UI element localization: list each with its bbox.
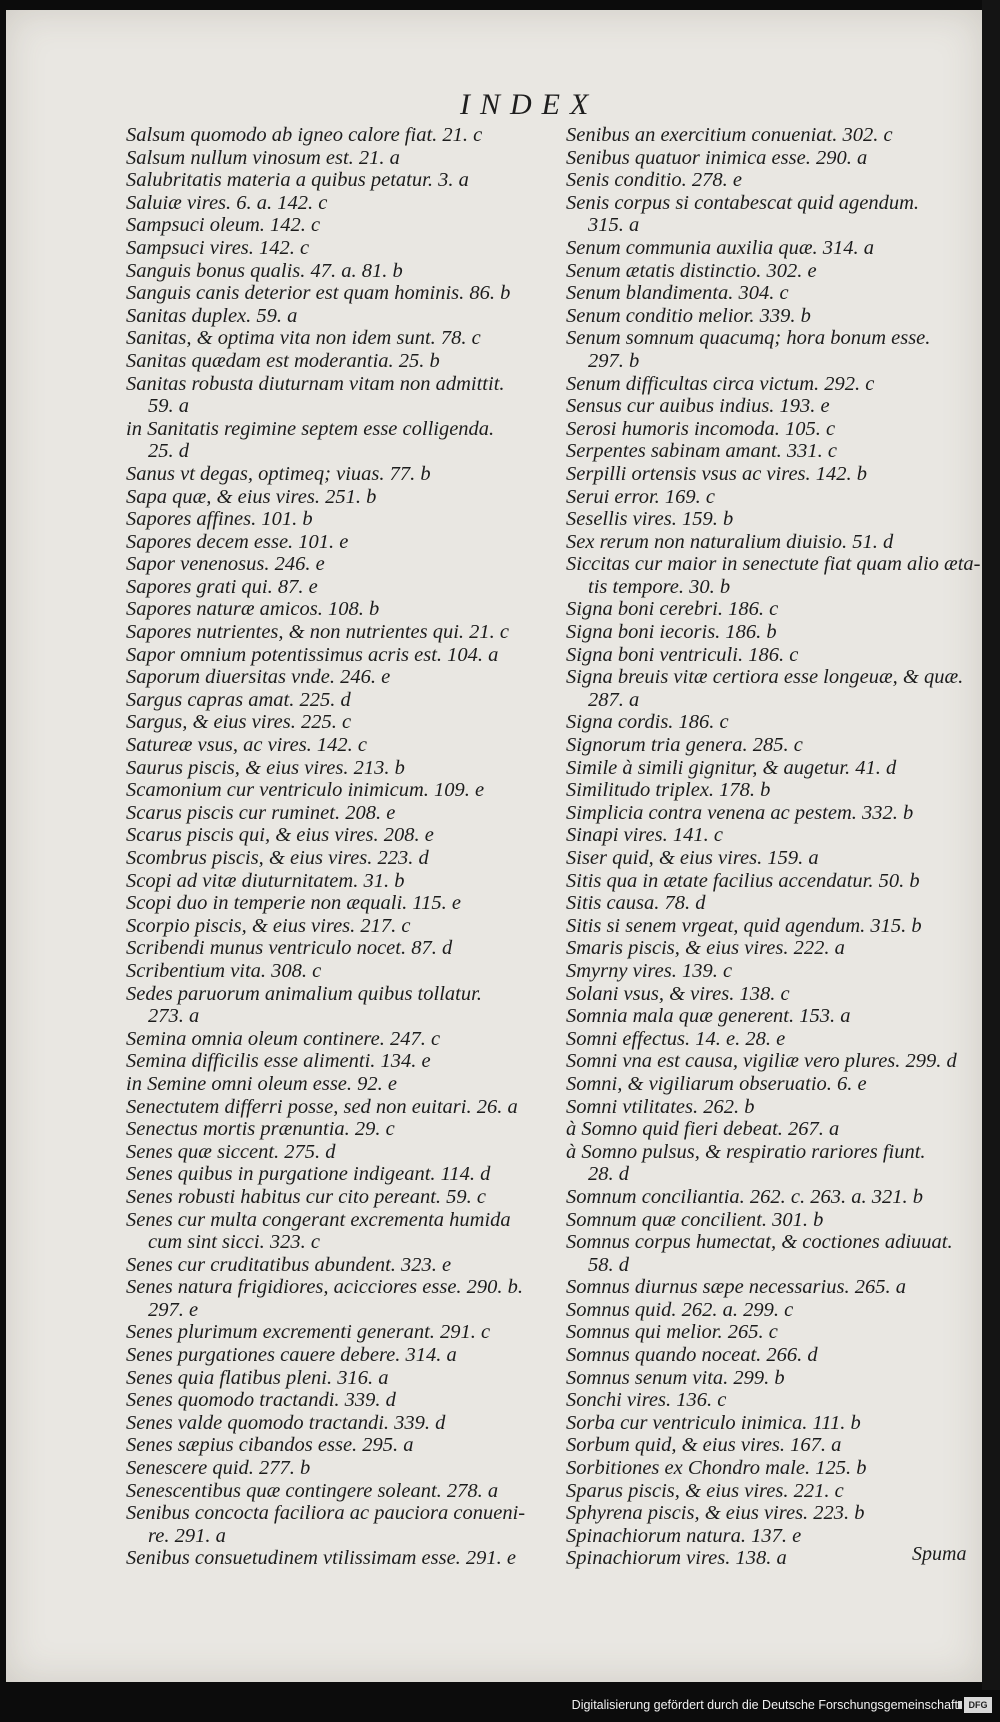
- index-entry: Senectutem differri posse, sed non euitari. 26. a: [126, 1095, 518, 1118]
- index-entry: Siser quid, & eius vires. 159. a: [566, 847, 819, 869]
- index-entry: Spinachiorum natura. 137. e: [566, 1524, 802, 1547]
- index-entry: Sampsuci oleum. 142. c: [126, 214, 321, 237]
- index-entry: 287. a: [588, 688, 640, 711]
- index-entry: in Sanitatis regimine septem esse colligenda.: [126, 417, 495, 440]
- index-entry: Sapa quæ, & eius vires. 251. b: [126, 485, 377, 508]
- page-header: INDEX: [460, 88, 599, 121]
- index-entry: Simplicia contra venena ac pestem. 332. b: [566, 801, 914, 824]
- index-entry: Somnum conciliantia. 262. c. 263. a. 321. b: [566, 1185, 924, 1208]
- index-entry: Senum somnum quacumq; hora bonum esse.: [566, 327, 931, 350]
- index-entry: Scombrus piscis, & eius vires. 223. d: [126, 847, 429, 869]
- index-entry: Senes robusti habitus cur cito pereant. 59. c: [126, 1185, 487, 1208]
- index-entry: Senum ætatis distinctio. 302. e: [566, 259, 817, 282]
- scan-edge: [982, 0, 1000, 1722]
- index-entry: Signa cordis. 186. c: [566, 711, 729, 734]
- index-entry: Sargus, & eius vires. 225. c: [126, 711, 352, 734]
- index-entry: Scarus piscis cur ruminet. 208. e: [126, 801, 396, 824]
- index-entry: Somni effectus. 14. e. 28. e: [566, 1027, 786, 1050]
- index-entry: Somnus quando noceat. 266. d: [566, 1344, 818, 1367]
- index-entry: Scamonium cur ventriculo inimicum. 109. e: [126, 779, 485, 802]
- index-entry: re. 291. a: [148, 1524, 226, 1547]
- index-entry: Senes cur multa congerant excrementa humida: [126, 1208, 511, 1231]
- index-entry: à Somno quid fieri debeat. 267. a: [566, 1118, 840, 1141]
- index-entry: Sitis causa. 78. d: [566, 892, 706, 915]
- index-entry: Senes natura frigidiores, acicciores esse. 290. b.: [126, 1276, 524, 1299]
- index-entry: Semina difficilis esse alimenti. 134. e: [126, 1050, 431, 1073]
- index-entry: Salsum quomodo ab igneo calore fiat. 21. c: [126, 124, 483, 146]
- index-entry: Spinachiorum vires. 138. a: [566, 1547, 787, 1570]
- index-entry: 25. d: [148, 440, 189, 463]
- index-entry: Sparus piscis, & eius vires. 221. c: [566, 1479, 844, 1502]
- index-entry: Sonchi vires. 136. c: [566, 1389, 727, 1412]
- dfg-logo-icon: DFG: [964, 1697, 992, 1713]
- index-entry: Sapores decem esse. 101. e: [126, 530, 349, 553]
- index-entry: Senes quibus in purgatione indigeant. 114. d: [126, 1163, 491, 1186]
- index-entry: Somni vtilitates. 262. b: [566, 1095, 755, 1118]
- index-entry: Saluiæ vires. 6. a. 142. c: [126, 191, 328, 214]
- index-entry: Signa boni cerebri. 186. c: [566, 598, 779, 621]
- index-entry: 297. e: [148, 1298, 199, 1321]
- index-entry: Sorba cur ventriculo inimica. 111. b: [566, 1411, 861, 1434]
- index-entry: Serui error. 169. c: [566, 485, 715, 508]
- index-entry: Sorbum quid, & eius vires. 167. a: [566, 1434, 842, 1457]
- index-column-left: [126, 124, 556, 1570]
- index-entry: Satureæ vsus, ac vires. 142. c: [126, 734, 368, 757]
- index-entry: Signa breuis vitæ certiora esse longeuæ, & quæ.: [566, 666, 964, 689]
- index-entry: Smaris piscis, & eius vires. 222. a: [566, 937, 845, 960]
- index-entry: Sinapi vires. 141. c: [566, 824, 723, 847]
- index-entry: Sitis qua in ætate facilius accendatur. 50. b: [566, 869, 920, 892]
- index-entry: Senum communia auxilia quæ. 314. a: [566, 236, 875, 259]
- index-entry: Somni vna est causa, vigiliæ vero plures. 299. d: [566, 1050, 957, 1073]
- index-entry: 273. a: [148, 1005, 200, 1028]
- index-entry: Senum conditio melior. 339. b: [566, 304, 811, 327]
- index-entry: à Somno pulsus, & respiratio rariores fiunt.: [566, 1140, 926, 1163]
- index-entry: Senibus consuetudinem vtilissimam esse. 291. e: [126, 1547, 517, 1570]
- index-entry: Semina omnia oleum continere. 247. c: [126, 1027, 441, 1050]
- index-entry: Somnus diurnus sæpe necessarius. 265. a: [566, 1276, 906, 1299]
- index-entry: Sapores nutrientes, & non nutrientes qui. 21. c: [126, 621, 510, 644]
- index-entry: Sesellis vires. 159. b: [566, 508, 734, 531]
- index-entry: Senibus concocta faciliora ac pauciora conueni-: [126, 1502, 526, 1525]
- index-entry: Senibus an exercitium conueniat. 302. c: [566, 124, 893, 146]
- index-entry: Sapor venenosus. 246. e: [126, 553, 325, 576]
- index-entry: Sanitas, & optima vita non idem sunt. 78. c: [126, 327, 481, 350]
- index-entry: Scorpio piscis, & eius vires. 217. c: [126, 914, 411, 937]
- index-entry: Senes quia flatibus pleni. 316. a: [126, 1366, 389, 1389]
- index-entry: Senibus quatuor inimica esse. 290. a: [566, 146, 868, 169]
- index-entry: Smyrny vires. 139. c: [566, 959, 733, 982]
- index-entry: Somnus corpus humectat, & coctiones adiuuat.: [566, 1231, 953, 1254]
- index-entry: Solani vsus, & vires. 138. c: [566, 982, 790, 1005]
- index-entry: 28. d: [588, 1163, 629, 1186]
- index-entry: Scopi duo in temperie non æquali. 115. e: [126, 892, 461, 915]
- footer-credit: Digitalisierung gefördert durch die Deutsche Forschungsgemeinschaft: [571, 1698, 958, 1712]
- index-entry: Scribentium vita. 308. c: [126, 959, 322, 982]
- index-entry: Saurus piscis, & eius vires. 213. b: [126, 756, 405, 779]
- index-entry: Scarus piscis qui, & eius vires. 208. e: [126, 824, 434, 847]
- index-entry: in Semine omni oleum esse. 92. e: [126, 1072, 397, 1095]
- index-entry: Sapor omnium potentissimus acris est. 104. a: [126, 643, 499, 666]
- index-entry: Senescentibus quæ contingere soleant. 278. a: [126, 1479, 499, 1502]
- index-entry: Sanitas robusta diuturnam vitam non admittit.: [126, 372, 505, 395]
- index-entry: Serpilli ortensis vsus ac vires. 142. b: [566, 462, 868, 485]
- index-entry: Sargus capras amat. 225. d: [126, 688, 351, 711]
- index-column-right: [566, 124, 981, 1570]
- index-entry: Sex rerum non naturalium diuisio. 51. d: [566, 530, 894, 553]
- index-entry: Sanitas quædam est moderantia. 25. b: [126, 349, 440, 372]
- index-entry: Senum difficultas circa victum. 292. c: [566, 372, 875, 395]
- index-entry: Signa boni ventriculi. 186. c: [566, 643, 799, 666]
- index-entry: Sorbitiones ex Chondro male. 125. b: [566, 1457, 867, 1480]
- index-entry: Siccitas cur maior in senectute fiat quam alio æta-: [566, 553, 981, 576]
- index-entry: Somnus quid. 262. a. 299. c: [566, 1298, 794, 1321]
- index-entry: Salubritatis materia a quibus petatur. 3. a: [126, 169, 469, 192]
- index-entry: Senescere quid. 277. b: [126, 1457, 311, 1480]
- index-entry: Senes sæpius cibandos esse. 295. a: [126, 1434, 414, 1457]
- index-entry: Senis corpus si contabescat quid agendum.: [566, 191, 920, 214]
- index-entry: Sitis si senem vrgeat, quid agendum. 315. b: [566, 914, 922, 937]
- index-entry: Serpentes sabinam amant. 331. c: [566, 440, 838, 463]
- index-entry: 59. a: [148, 395, 189, 418]
- index-entry: Senes valde quomodo tractandi. 339. d: [126, 1411, 446, 1434]
- index-entry: 315. a: [588, 214, 640, 237]
- index-entry: Somnus senum vita. 299. b: [566, 1366, 785, 1389]
- index-entry: Senes quomodo tractandi. 339. d: [126, 1389, 396, 1412]
- index-entry: Sanguis canis deterior est quam hominis. 86. b: [126, 282, 511, 305]
- index-entry: Saporum diuersitas vnde. 246. e: [126, 666, 391, 689]
- index-entry: Sphyrena piscis, & eius vires. 223. b: [566, 1502, 865, 1525]
- index-entry: Serosi humoris incomoda. 105. c: [566, 417, 836, 440]
- index-entry: Senes cur cruditatibus abundent. 323. e: [126, 1253, 452, 1276]
- index-entry: Senes purgationes cauere debere. 314. a: [126, 1344, 457, 1367]
- index-entry: Sanguis bonus qualis. 47. a. 81. b: [126, 259, 403, 282]
- index-entry: Sanus vt degas, optimeq; viuas. 77. b: [126, 462, 431, 485]
- index-entry: Somnia mala quæ generent. 153. a: [566, 1005, 851, 1028]
- index-entry: Similitudo triplex. 178. b: [566, 779, 771, 802]
- index-entry: Scribendi munus ventriculo nocet. 87. d: [126, 937, 453, 960]
- index-entry: Somnum quæ concilient. 301. b: [566, 1208, 824, 1231]
- index-entry: Senes quæ siccent. 275. d: [126, 1140, 336, 1163]
- index-entry: Sensus cur auibus indius. 193. e: [566, 395, 830, 418]
- index-entry: Scopi ad vitæ diuturnitatem. 31. b: [126, 869, 405, 892]
- index-entry: Sapores naturæ amicos. 108. b: [126, 598, 380, 621]
- index-entry: 297. b: [588, 349, 640, 372]
- index-entry: Somnus qui melior. 265. c: [566, 1321, 778, 1344]
- index-entry: Signa boni iecoris. 186. b: [566, 621, 777, 644]
- index-entry: 58. d: [588, 1253, 629, 1276]
- index-entry: Senectus mortis prænuntia. 29. c: [126, 1118, 395, 1141]
- index-entry: cum sint sicci. 323. c: [148, 1231, 320, 1254]
- index-entry: Senum blandimenta. 304. c: [566, 282, 789, 305]
- index-entry: Somni, & vigiliarum obseruatio. 6. e: [566, 1072, 867, 1095]
- index-entry: Sanitas duplex. 59. a: [126, 304, 298, 327]
- index-entry: Sampsuci vires. 142. c: [126, 236, 310, 259]
- index-entry: Simile à simili gignitur, & augetur. 41. d: [566, 756, 897, 779]
- index-entry: Signorum tria genera. 285. c: [566, 734, 803, 757]
- index-entry: Senes plurimum excrementi generant. 291. c: [126, 1321, 491, 1344]
- index-entry: tis tempore. 30. b: [588, 575, 731, 598]
- index-entry: Salsum nullum vinosum est. 21. a: [126, 146, 400, 169]
- index-entry: Sapores affines. 101. b: [126, 508, 313, 531]
- index-entry: Senis conditio. 278. e: [566, 169, 742, 192]
- index-entry: Sapores grati qui. 87. e: [126, 575, 318, 598]
- catchword: Spuma: [912, 1543, 967, 1565]
- index-entry: Sedes paruorum animalium quibus tollatur.: [126, 982, 482, 1005]
- footer-bar: [0, 1690, 1000, 1722]
